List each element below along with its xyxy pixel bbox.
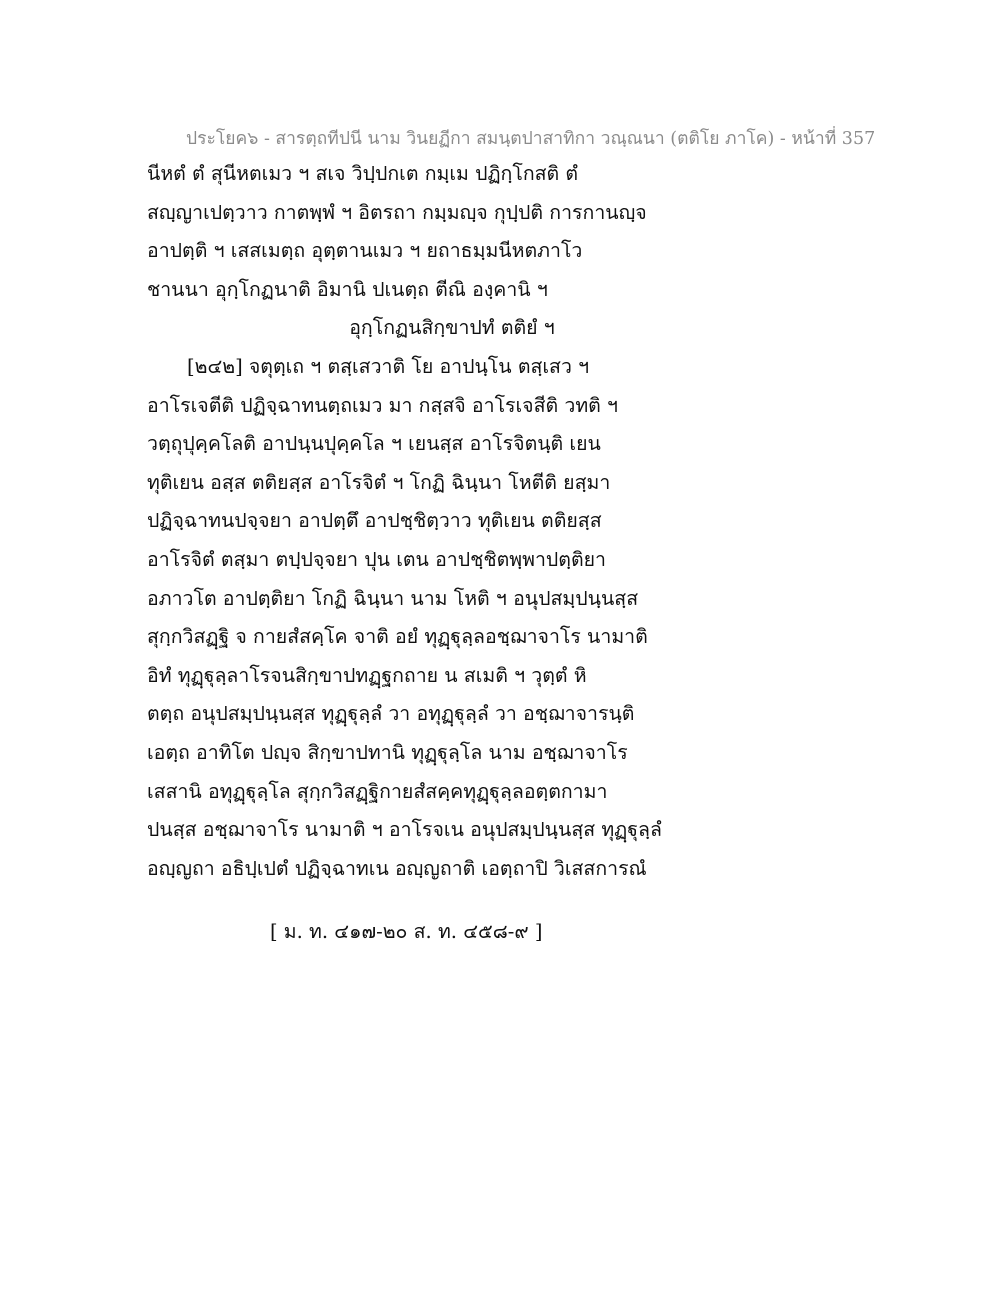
text-line: เสสานิ อทุฏฺฐุลฺโล สุกฺกวิสฏฺฐิกายสํสคฺคทุฏฺฐุลฺลอตฺตกามา — [147, 779, 608, 803]
source-reference: [ ม. ท. ๔๑๗-๒๐ ส. ท. ๔๕๘-๙ ] — [270, 920, 543, 943]
text-line: เอตฺถ อาทิโต ปญฺจ สิกฺขาปทานิ ทุฏฺฐุลฺโล นาม อชฺฌาจาโร — [147, 740, 628, 764]
text-line: อภาวโต อาปตฺติยา โกฏิ ฉินฺนา นาม โหติ ฯ อนุปสมฺปนฺนสฺส — [147, 586, 639, 610]
text-line: ปนสฺส อชฺฌาจาโร นามาติ ฯ อาโรจเน อนุปสมฺปนฺนสฺส ทุฏฺฐุลฺลํ — [147, 818, 662, 842]
text-line: สญฺญาเปตฺวาว กาตพฺพํ ฯ อิตรถา กมฺมญฺจ กุปฺปติ การกานญฺจ — [147, 200, 647, 224]
text-line: ตตฺถ อนุปสมฺปนฺนสฺส ทุฏฺฐุลฺลํ วา อทุฏฺฐุลฺลํ วา อชฺฌาจารนฺติ — [147, 702, 635, 726]
text-line: วตฺถุปุคฺคโลติ อาปนฺนปุคฺคโล ฯ เยนสฺส อาโรจิตนฺติ เยน — [147, 432, 601, 456]
text-line: อาโรเจตีติ ปฏิจฺฉาทนตฺถเมว มา กสฺสจิ อาโรเจสีติ วทติ ฯ — [147, 393, 618, 417]
body-text — [147, 160, 687, 893]
section-title: อุกฺโกฏนสิกฺขาปทํ ตติยํ ฯ — [349, 316, 555, 340]
text-line: อาปตฺติ ฯ เสสเมตฺถ อุตฺตานเมว ฯ ยถาธมฺมนีหตภาโว — [147, 239, 583, 263]
text-line: อาโรจิตํ ตสฺมา ตปฺปจฺจยา ปุน เตน อาปชฺชิตพฺพาปตฺติยา — [147, 547, 606, 571]
text-line: ปฏิจฺฉาทนปจฺจยา อาปตฺตึ อาปชฺชิตฺวาว ทุติเยน ตติยสฺส — [147, 509, 602, 533]
text-line: อิทํ ทุฏฺฐุลฺลาโรจนสิกฺขาปทฏฺฐกถาย น สเมติ ฯ วุตฺตํ หิ — [147, 663, 587, 687]
text-line: อญฺญถา อธิปฺเปตํ ปฏิจฺฉาทเน อญฺญถาติ เอตฺถาปิ วิเสสการณํ — [147, 856, 647, 880]
text-line: ชานนา อุกฺโกฏนาติ อิมานิ ปเนตฺถ ตีณิ องฺคานิ ฯ — [147, 277, 548, 301]
text-line: ทุติเยน อสฺส ตติยสฺส อาโรจิตํ ฯ โกฏิ ฉินฺนา โหตีติ ยสฺมา — [147, 470, 611, 494]
text-line: สุกฺกวิสฏฺฐิ จ กายสํสคฺโค จาติ อยํ ทุฏฺฐุลฺลอชฺฌาจาโร นามาติ — [147, 625, 648, 649]
text-line: [๒๔๒] จตุตฺเถ ฯ ตสฺเสวาติ โย อาปนฺโน ตสฺเสว ฯ — [187, 354, 590, 378]
text-line: นีหตํ ตํ สุนีหตเมว ฯ สเจ วิปฺปกเต กมฺเม ปฏิกฺโกสติ ตํ — [147, 162, 579, 185]
page-header: ประโยค๖ - สารตฺถทีปนี นาม วินยฏีกา สมนฺตปาสาทิกา วณฺณนา (ตติโย ภาโค) - หน้าที่ 357 — [186, 129, 876, 149]
